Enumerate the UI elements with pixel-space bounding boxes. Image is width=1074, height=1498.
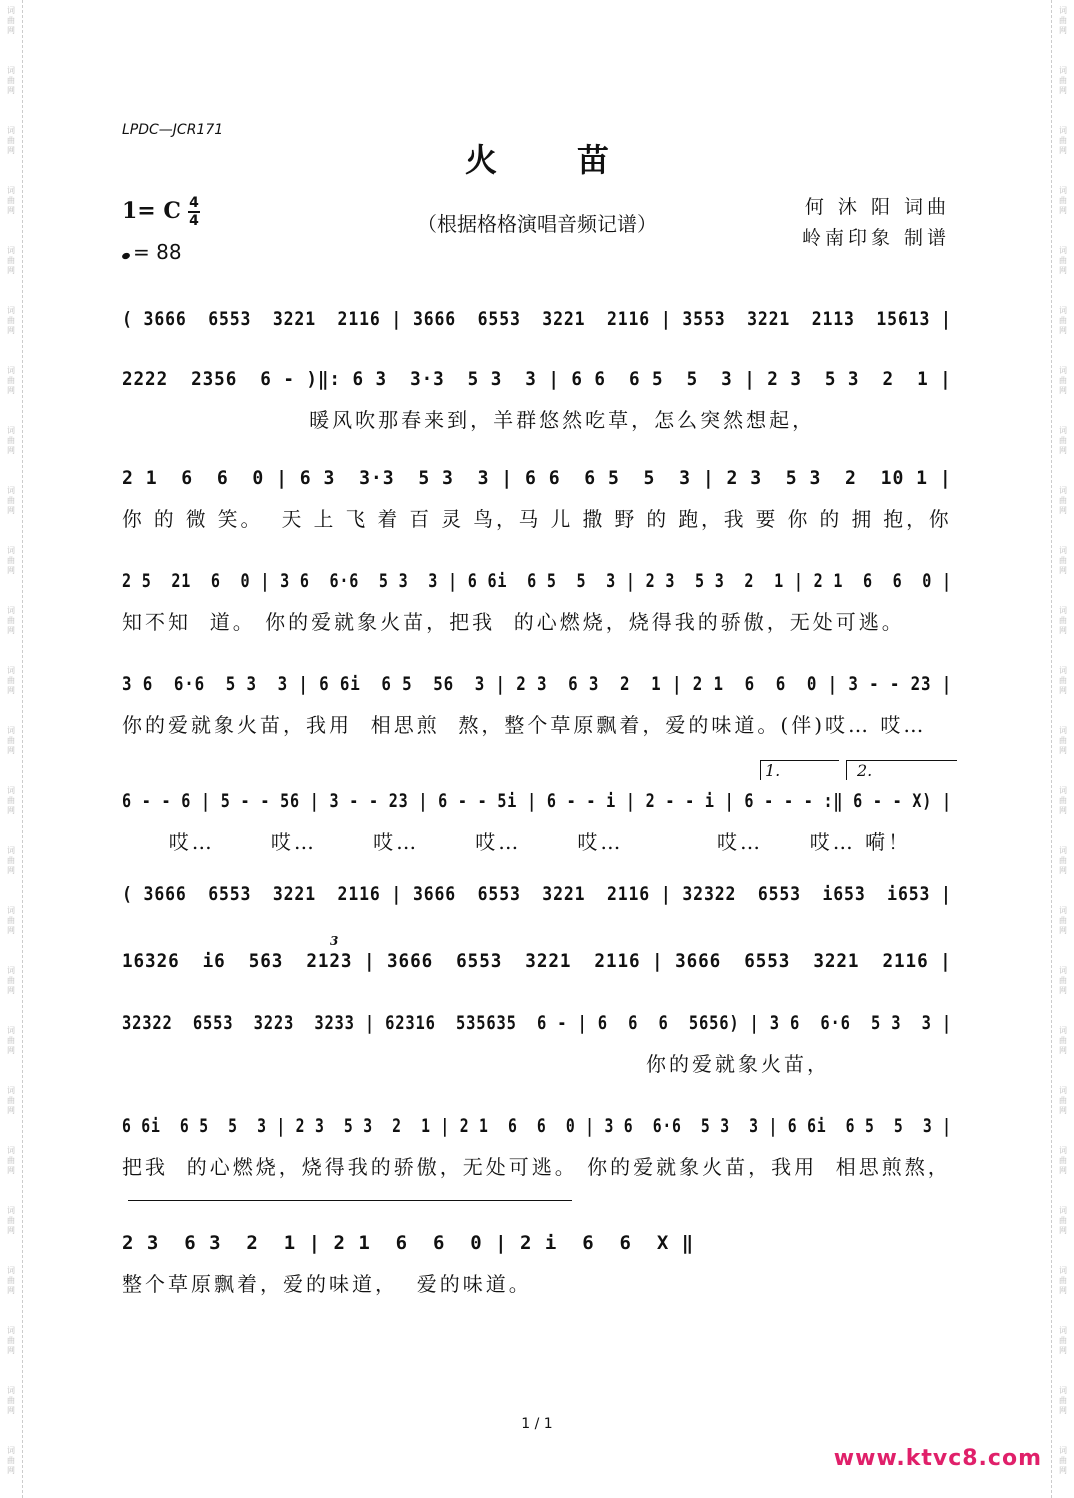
site-text: www.ktvc8.com xyxy=(833,1446,1042,1471)
quarter-note-icon xyxy=(121,252,131,260)
lyrics-line: 把我 的心燃烧，烧得我的骄傲，无处可逃。 你的爱就象火苗，我用 相思煎熬， xyxy=(122,1155,951,1179)
site-watermark xyxy=(834,1446,1042,1471)
notation-line: 6 6i 6 5 5 3 | 2 3 5 3 2 1 | 2 1 6 6 0 | 3 6 6·6 5 3 3 | 6 6i 6 5 5 3 | xyxy=(122,1115,952,1137)
notation-line: 2 3 6 3 2 1 | 2 1 6 6 0 | 2 i 6 6 X ‖ xyxy=(122,1232,695,1254)
notation-line: ( 3666 6553 3221 2116 | 3666 6553 3221 2116 | 3553 3221 2113 15613 | xyxy=(122,308,952,330)
side-watermark-mark: 词 曲 网 xyxy=(7,486,15,515)
triplet-mark: 3 xyxy=(330,934,339,948)
side-watermark-mark: 词 曲 网 xyxy=(7,1326,15,1355)
notation-line: ( 3666 6553 3221 2116 | 3666 6553 3221 2116 | 32322 6553 i653 i653 | xyxy=(122,883,952,905)
side-watermark-mark: 词 曲 网 xyxy=(1059,186,1067,215)
side-watermark-mark: 词 曲 网 xyxy=(1059,486,1067,515)
credits xyxy=(802,192,950,254)
time-top: 4 xyxy=(189,195,199,211)
side-watermark-mark: 词 曲 网 xyxy=(7,786,15,815)
side-watermark-mark: 词 曲 网 xyxy=(1059,1086,1067,1115)
lyrics-line: 整个草原飘着，爱的味道， 爱的味道。 xyxy=(122,1272,532,1296)
side-watermark-mark: 词 曲 网 xyxy=(7,1206,15,1235)
catalog-code: LPDC—JCR171 xyxy=(122,122,224,138)
side-watermark-mark: 词 曲 网 xyxy=(1059,726,1067,755)
side-watermark-mark: 词 曲 网 xyxy=(7,306,15,335)
side-watermark-mark: 词 曲 网 xyxy=(1059,1026,1067,1055)
side-watermark-mark: 词 曲 网 xyxy=(1059,426,1067,455)
tempo-value: = 88 xyxy=(133,240,182,264)
side-watermark-mark: 词 曲 网 xyxy=(1059,66,1067,95)
side-watermark-mark: 词 曲 网 xyxy=(7,546,15,575)
side-watermark-mark: 词 曲 网 xyxy=(7,1386,15,1415)
credit-composer: 何 沐 阳 词曲 xyxy=(804,196,950,218)
side-watermark-mark: 词 曲 网 xyxy=(1059,1146,1067,1175)
notation-line: 2 5 21 6 0 | 3 6 6·6 5 3 3 | 6 6i 6 5 5 3 | 2 3 5 3 2 1 | 2 1 6 6 0 | xyxy=(122,570,952,592)
side-watermark-mark: 词 曲 网 xyxy=(7,1086,15,1115)
side-watermark-mark: 词 曲 网 xyxy=(1059,666,1067,695)
side-watermark-mark: 词 曲 网 xyxy=(1059,1206,1067,1235)
page-number: 1 / 1 xyxy=(521,1416,553,1432)
time-bottom: 4 xyxy=(189,213,199,229)
credit-arranger: 岭南印象 制谱 xyxy=(801,227,950,249)
notation-line: 3 6 6·6 5 3 3 | 6 6i 6 5 56 3 | 2 3 6 3 2 1 | 2 1 6 6 0 | 3 - - 23 | xyxy=(122,673,953,695)
side-watermark-mark: 词 曲 网 xyxy=(1059,126,1067,155)
notation-line: 32322 6553 3223 3233 | 62316 535635 6 - | 6 6 6 5656) | 3 6 6·6 5 3 3 | xyxy=(122,1012,952,1034)
lyrics-line: 你的爱就象火苗，我用 相思煎 熬，整个草原飘着，爱的味道。(伴)哎… 哎… xyxy=(122,713,927,737)
side-watermark-mark: 词 曲 网 xyxy=(1059,306,1067,335)
volta-2: 2. xyxy=(846,760,957,780)
lyrics-line: 你 的 微 笑。 天 上 飞 着 百 灵 鸟，马 儿 撒 野 的 跑，我 要 你 的 拥 抱，你 xyxy=(122,507,952,531)
lyrics-line: 知不知 道。 你的爱就象火苗，把我 的心燃烧，烧得我的骄傲，无处可逃。 xyxy=(122,610,905,634)
side-watermark-mark: 词 曲 网 xyxy=(7,966,15,995)
subtitle: （根据格格演唱音频记谱） xyxy=(417,212,657,236)
side-watermark-mark: 词 曲 网 xyxy=(1059,366,1067,395)
volta-1: 1. xyxy=(760,760,839,780)
side-watermark-mark: 词 曲 网 xyxy=(1059,1266,1067,1295)
side-watermark-mark: 词 曲 网 xyxy=(7,666,15,695)
side-watermark-mark: 词 曲 网 xyxy=(7,606,15,635)
notation-line: 6 - - 6 | 5 - - 56 | 3 - - 23 | 6 - - 5i | 6 - - i | 2 - - i | 6 - - - :‖ 6 - - X) | xyxy=(122,790,952,812)
side-watermark-mark: 词 曲 网 xyxy=(7,846,15,875)
key-signature: 1= C xyxy=(122,198,181,224)
side-watermark-mark: 词 曲 网 xyxy=(1059,1326,1067,1355)
side-watermark-mark: 词 曲 网 xyxy=(7,6,15,35)
side-watermark-mark: 词 曲 网 xyxy=(7,1446,15,1475)
side-watermark-mark: 词 曲 网 xyxy=(1059,546,1067,575)
side-watermark-mark: 词 曲 网 xyxy=(7,186,15,215)
side-watermark-mark: 词 曲 网 xyxy=(1059,6,1067,35)
lyrics-line: 哎… 哎… 哎… 哎… 哎… 哎… 哎… 嗬！ xyxy=(122,830,912,854)
song-title: 火苗 xyxy=(464,141,689,179)
side-watermark-mark: 词 曲 网 xyxy=(7,426,15,455)
side-watermark-mark: 词 曲 网 xyxy=(7,906,15,935)
side-watermark-mark: 词 曲 网 xyxy=(1059,246,1067,275)
side-watermark-mark: 词 曲 网 xyxy=(7,66,15,95)
side-watermark-mark: 词 曲 网 xyxy=(1059,1386,1067,1415)
side-watermark-mark: 词 曲 网 xyxy=(7,726,15,755)
notation-line: 2 1 6 6 0 | 6 3 3·3 5 3 3 | 6 6 6 5 5 3 | 2 3 5 3 2 10 1 | xyxy=(122,467,952,489)
side-watermark-mark: 词 曲 网 xyxy=(1059,786,1067,815)
side-watermark-mark: 词 曲 网 xyxy=(7,1146,15,1175)
side-watermark-mark: 词 曲 网 xyxy=(1059,846,1067,875)
side-watermark-mark: 词 曲 网 xyxy=(7,1266,15,1295)
side-watermark-mark: 词 曲 网 xyxy=(1059,1446,1067,1475)
notation-line: 2222 2356 6 - )‖: 6 3 3·3 5 3 3 | 6 6 6 5 5 3 | 2 3 5 3 2 1 | xyxy=(122,368,952,390)
side-watermark-mark: 词 曲 网 xyxy=(1059,966,1067,995)
slur-line xyxy=(128,1200,572,1201)
lyrics-line: 你的爱就象火苗， xyxy=(122,1052,831,1076)
tempo-marking xyxy=(122,240,182,264)
notation-line: 16326 i6 563 2123 | 3666 6553 3221 2116 | 3666 6553 3221 2116 | xyxy=(122,950,952,972)
side-watermark-mark: 词 曲 网 xyxy=(7,1026,15,1055)
side-watermark-mark: 词 曲 网 xyxy=(1059,606,1067,635)
side-watermark-mark: 词 曲 网 xyxy=(7,246,15,275)
lyrics-line: 暖风吹那春来到，羊群悠然吃草，怎么突然想起， xyxy=(122,408,816,432)
side-watermark-mark: 词 曲 网 xyxy=(7,366,15,395)
side-watermark-mark: 词 曲 网 xyxy=(7,126,15,155)
side-watermark-mark: 词 曲 网 xyxy=(1059,906,1067,935)
